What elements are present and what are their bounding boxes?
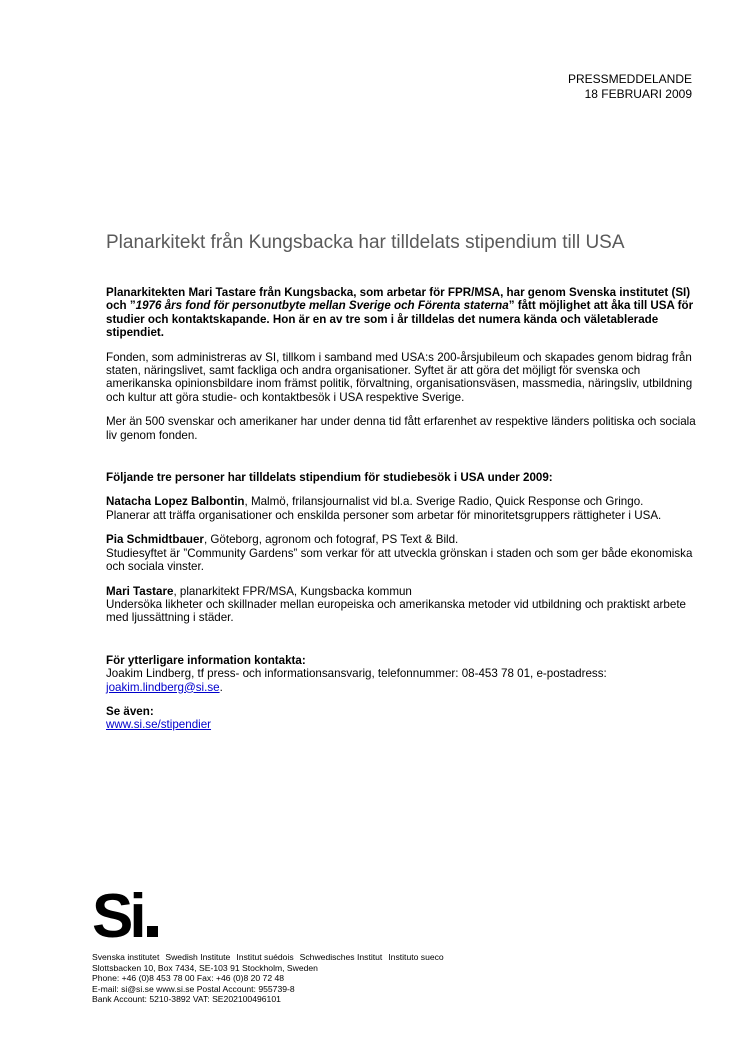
footer-address: Slottsbacken 10, Box 7434, SE-103 91 Stockholm, Sweden bbox=[92, 962, 318, 973]
recipient-name: Mari Tastare bbox=[106, 584, 174, 598]
si-logo-text: Si bbox=[92, 882, 143, 951]
contact-email-link[interactable]: joakim.lindberg@si.se bbox=[106, 680, 220, 694]
recipient-details: , Malmö, frilansjournalist vid bl.a. Sverige Radio, Quick Response och Gringo. bbox=[244, 495, 644, 509]
contact-text: Joakim Lindberg, tf press- och informationsansvarig, telefonnummer: 08-453 78 01, e-postadress: bbox=[106, 667, 607, 681]
contact-email-suffix: . bbox=[219, 680, 223, 694]
institute-name: Swedish Institute bbox=[165, 952, 231, 962]
recipient-name: Pia Schmidtbauer bbox=[106, 533, 204, 547]
see-also-heading: Se även: bbox=[106, 704, 154, 718]
document-type: PRESSMEDDELANDE bbox=[567, 72, 692, 86]
lead-paragraph bbox=[106, 286, 696, 340]
body-paragraph: Fonden, som administreras av SI, tillkom i samband med USA:s 200-årsjubileum och skapades genom bidrag från staten, näringslivet, samt fackliga och andra organisationer. Syftet är att göra det möjligt för svenska och amerikanska opinionsbildare inom främst politik, förvaltning, organisationsväsen, massmedia, näringsliv, utbildning och kultur att göra studie- och kontaktbesök i USA respektive Sverige. bbox=[106, 350, 693, 404]
recipient-item bbox=[106, 585, 696, 625]
document-body bbox=[106, 286, 696, 743]
fund-name: 1976 års fond för personutbyte mellan Sverige och Förenta staterna bbox=[135, 299, 509, 313]
institute-name: Schwedisches Institut bbox=[299, 952, 383, 962]
recipient-description: Studiesyftet är ”Community Gardens” som verkar för att utveckla grönskan i staden och som ger både ekonomiska och sociala vinster. bbox=[106, 546, 693, 574]
si-logo bbox=[92, 882, 592, 951]
body-paragraph: Mer än 500 svenskar och amerikaner har under denna tid fått erfarenhet av respektive länders politiska och sociala liv genom fonden. bbox=[106, 415, 696, 442]
recipient-details: , Göteborg, agronom och fotograf, PS Text & Bild. bbox=[203, 533, 459, 547]
recipient-description: Planerar att träffa organisationer och enskilda personer som arbetar för minoritetsgruppers rättigheter i USA. bbox=[106, 508, 662, 522]
document-header bbox=[568, 72, 692, 102]
footer-info bbox=[92, 952, 592, 1005]
institute-name: Svenska institutet bbox=[92, 952, 160, 962]
recipient-item bbox=[106, 495, 696, 522]
spacer bbox=[106, 453, 696, 471]
footer-email: E-mail: si@si.se www.si.se Postal Account: 955739-8 bbox=[92, 983, 295, 994]
recipient-name: Natacha Lopez Balbontin bbox=[106, 495, 245, 509]
footer bbox=[92, 882, 592, 1005]
page-title: Planarkitekt från Kungsbacka har tilldelats stipendium till USA bbox=[106, 232, 625, 253]
lead-part-2: ” fått möjlighet att åka till USA för studier och kontaktskapande. Hon är en av tre som i år tilldelas det numera kända och väletablerade stipendiet. bbox=[106, 299, 694, 340]
recipients-heading: Följande tre personer har tilldelats stipendium för studiebesök i USA under 2009: bbox=[106, 471, 553, 485]
recipient-item bbox=[106, 533, 696, 573]
footer-bank: Bank Account: 5210-3892 VAT: SE202100496101 bbox=[92, 994, 281, 1005]
lead-part-1: Planarkitekten Mari Tastare från Kungsbacka, som arbetar för FPR/MSA, har genom Svenska institutet (SI) och ” bbox=[106, 286, 691, 313]
see-also-block bbox=[106, 705, 696, 732]
institute-name: Instituto sueco bbox=[388, 952, 444, 962]
institute-names bbox=[92, 952, 592, 963]
document-date: 18 FEBRUARI 2009 bbox=[584, 87, 692, 101]
contact-heading: För ytterligare information kontakta: bbox=[106, 653, 306, 667]
recipient-details: , planarkitekt FPR/MSA, Kungsbacka kommun bbox=[173, 584, 412, 598]
si-logo-dot bbox=[147, 926, 158, 937]
recipient-description: Undersöka likheter och skillnader mellan europeiska och amerikanska metoder vid utbildning och praktiskt arbete med ljussättning i städer. bbox=[106, 597, 686, 625]
stipendier-link[interactable]: www.si.se/stipendier bbox=[106, 718, 212, 732]
institute-name: Institut suédois bbox=[236, 952, 294, 962]
contact-block bbox=[106, 654, 696, 694]
spacer bbox=[106, 636, 696, 654]
footer-phone: Phone: +46 (0)8 453 78 00 Fax: +46 (0)8 20 72 48 bbox=[92, 973, 285, 984]
